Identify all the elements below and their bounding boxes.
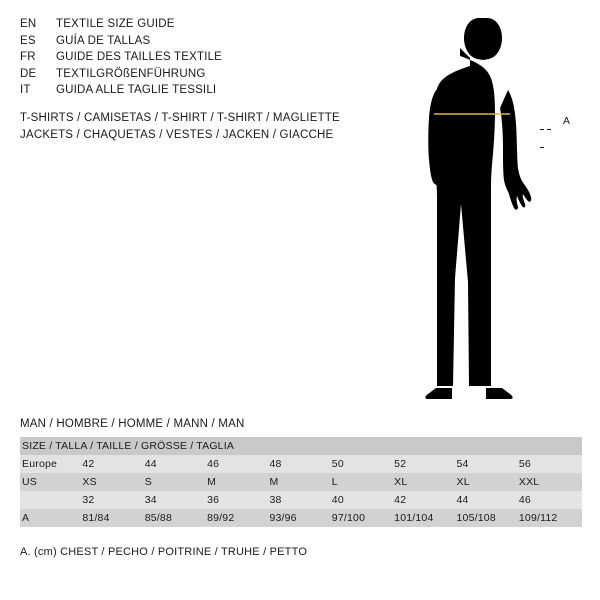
table-cell: 48 — [269, 455, 331, 473]
table-cell: 52 — [394, 455, 456, 473]
table-title: MAN / HOMBRE / HOMME / MANN / MAN — [20, 418, 245, 430]
table-cell: 93/96 — [269, 509, 331, 527]
category-list — [20, 110, 420, 144]
table-cell: 44 — [457, 491, 519, 509]
table-cell: 101/104 — [394, 509, 456, 527]
table-cell: XL — [457, 473, 519, 491]
table-cell: 42 — [82, 455, 144, 473]
measure-label-a: A — [563, 115, 571, 127]
table-cell: XL — [394, 473, 456, 491]
silhouette-svg — [400, 10, 600, 400]
language-row — [20, 66, 390, 83]
table-cell: 85/88 — [145, 509, 207, 527]
table-cell: 38 — [269, 491, 331, 509]
table-cell: 42 — [394, 491, 456, 509]
table-cell: 46 — [207, 455, 269, 473]
language-code: DE — [20, 67, 37, 80]
table-cell: XXL — [519, 473, 582, 491]
language-row — [20, 49, 390, 66]
size-table — [20, 437, 582, 527]
table-cell: XS — [82, 473, 144, 491]
table-cell: 46 — [519, 491, 582, 509]
table-cell: M — [269, 473, 331, 491]
table-cell: 81/84 — [82, 509, 144, 527]
table-cell: 36 — [207, 491, 269, 509]
row-label: Europe — [20, 455, 82, 473]
language-text: GUIDE DES TAILLES TEXTILE — [56, 51, 223, 63]
category-jackets: JACKETS / CHAQUETAS / VESTES / JACKEN / GIACCHE — [20, 129, 334, 141]
table-cell: 32 — [82, 491, 144, 509]
table-cell: M — [207, 473, 269, 491]
table-row — [20, 473, 582, 491]
table-cell: 109/112 — [519, 509, 582, 527]
language-text: GUIDA ALLE TAGLIE TESSILI — [56, 84, 217, 96]
measure-dash-icon — [540, 121, 560, 122]
table-header-row — [20, 437, 582, 455]
table-row — [20, 509, 582, 527]
table-header-label: SIZE / TALLA / TAILLE / GRÖSSE / TAGLIA — [20, 437, 582, 455]
row-label: US — [20, 473, 82, 491]
table-cell: 105/108 — [457, 509, 519, 527]
language-code: EN — [20, 18, 37, 30]
table-row — [20, 455, 582, 473]
table-cell: 54 — [457, 455, 519, 473]
table-cell: 44 — [145, 455, 207, 473]
table-cell: 56 — [519, 455, 582, 473]
row-label: A — [20, 509, 82, 527]
table-cell: 97/100 — [332, 509, 394, 527]
table-cell: 89/92 — [207, 509, 269, 527]
table-cell: 50 — [332, 455, 394, 473]
language-row — [20, 33, 390, 50]
language-row — [20, 82, 390, 99]
table-row — [20, 491, 582, 509]
footnote: A. (cm) CHEST / PECHO / POITRINE / TRUHE / PETTO — [20, 546, 308, 558]
table-cell: L — [332, 473, 394, 491]
body-silhouette-figure — [400, 10, 600, 400]
language-code: IT — [20, 84, 31, 96]
row-label — [20, 491, 82, 509]
table-cell: 40 — [332, 491, 394, 509]
language-list — [20, 16, 390, 99]
table-cell: 34 — [145, 491, 207, 509]
language-code: FR — [20, 51, 36, 63]
language-row — [20, 16, 390, 33]
language-code: ES — [20, 34, 36, 47]
category-tshirts: T-SHIRTS / CAMISETAS / T-SHIRT / T-SHIRT / MAGLIETTE — [20, 112, 340, 124]
language-text: TEXTILE SIZE GUIDE — [56, 18, 175, 30]
size-table-section — [20, 418, 582, 527]
language-text: TEXTILGRÖßENFÜHRUNG — [56, 67, 206, 80]
language-text: GUÍA DE TALLAS — [56, 34, 151, 47]
table-cell: S — [145, 473, 207, 491]
